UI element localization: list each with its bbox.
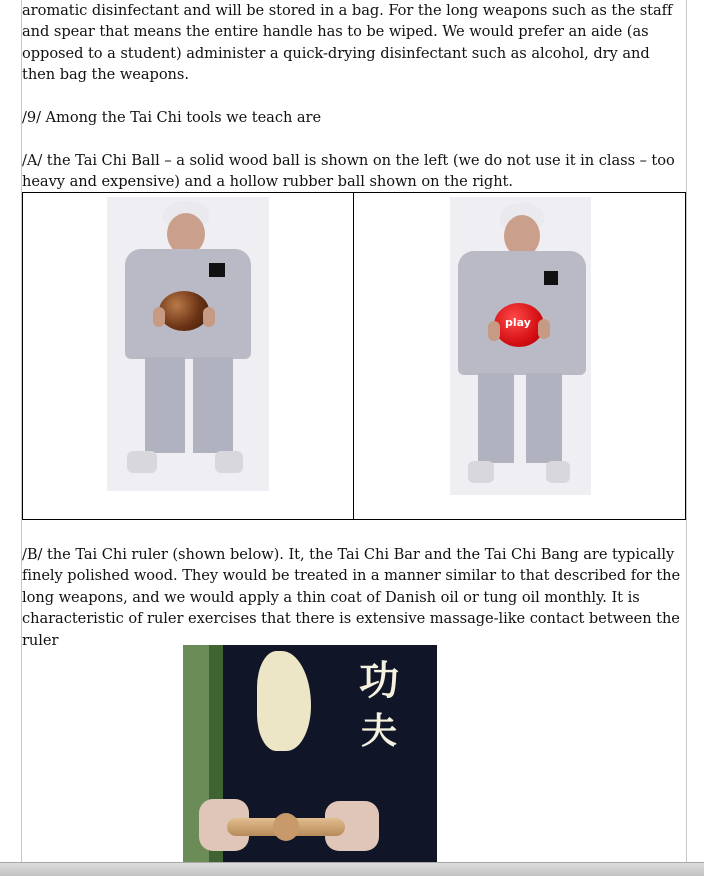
right-margin-guide	[686, 0, 687, 862]
left-leg	[145, 357, 185, 453]
calligraphy-bottom: 夫	[361, 710, 398, 752]
right-leg	[526, 373, 562, 463]
right-hand	[538, 319, 550, 339]
uniform-patch	[544, 271, 558, 285]
right-shoe	[546, 461, 570, 483]
ball-photo-table	[22, 192, 686, 520]
rubber-ball-label: play	[505, 316, 531, 329]
paragraph-disinfectant: aromatic disinfectant and will be stored in a bag. For the long weapons such as the staff and spear that means the entire handle has to be wiped. We would prefer an aide (as opposed to a student) administer a quick-drying disinfectant such as alcohol, dry and then bag the weapons.	[22, 2, 673, 84]
paragraph-tai-chi-ball: /A/ the Tai Chi Ball – a solid wood ball is shown on the left (we do not use it in class – too heavy and expensive) and a hollow rubber ball shown on the right.	[22, 152, 675, 191]
paragraph-tai-chi-ruler: /B/ the Tai Chi ruler (shown below). It, the Tai Chi Bar and the Tai Chi Bang are typically finely polished wood. They would be treated in a manner similar to that described for the long weapons, and we would apply a thin coat of Danish oil or tung oil monthly. It is characteristic of ruler exercises that there is extensive massage-like contact between the ruler	[22, 546, 681, 649]
right-leg	[193, 357, 233, 453]
paragraph-tools-heading: /9/ Among the Tai Chi tools we teach are	[22, 109, 322, 126]
horizontal-scrollbar[interactable]	[0, 862, 704, 876]
ruler-center-knob	[273, 813, 299, 841]
rubber-ball-photo	[450, 197, 591, 495]
left-hand	[153, 307, 165, 327]
calligraphy-top: 功	[359, 657, 399, 704]
dragon-embroidery	[257, 651, 311, 751]
tai-chi-ruler-photo	[183, 645, 437, 862]
right-hand	[203, 307, 215, 327]
uniform-patch	[209, 263, 225, 277]
left-hand	[488, 321, 500, 341]
wood-ball-photo	[107, 197, 269, 491]
table-divider	[353, 193, 354, 519]
left-shoe	[468, 461, 494, 483]
wood-ball	[159, 291, 209, 331]
left-leg	[478, 373, 514, 463]
left-shoe	[127, 451, 157, 473]
right-shoe	[215, 451, 243, 473]
